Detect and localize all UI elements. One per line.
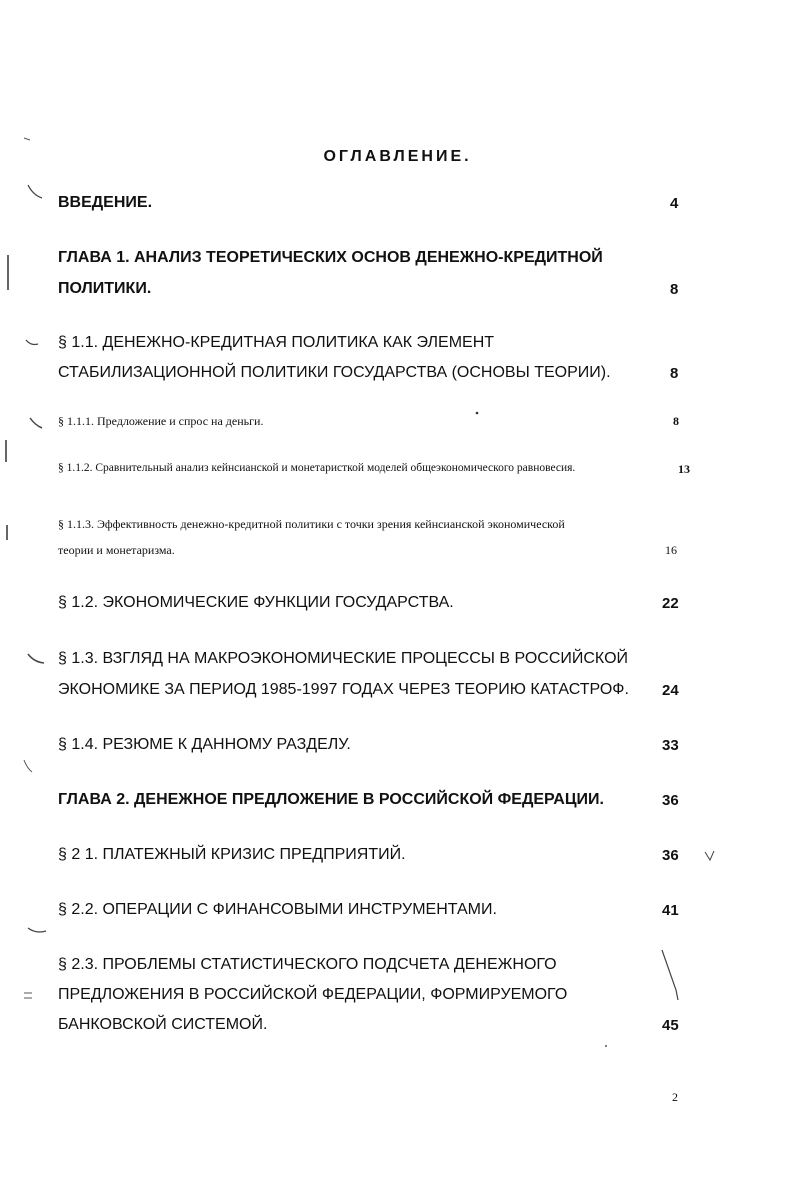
toc-page-chapter2: 36 (662, 792, 679, 809)
toc-page-2-3: 45 (662, 1017, 679, 1034)
scan-dot (605, 1045, 607, 1047)
toc-entry-1-1-line1: § 1.1. ДЕНЕЖНО-КРЕДИТНАЯ ПОЛИТИКА КАК ЭЛЕМЕНТ (58, 334, 495, 351)
margin-tick-mark (24, 760, 32, 772)
check-mark (705, 851, 714, 860)
toc-entry-1-1-1: § 1.1.1. Предложение и спрос на деньги. (58, 414, 264, 428)
scan-dot (476, 412, 479, 415)
toc-entry-1-1-3-line2: теории и монетаризма. (58, 543, 175, 557)
page-title: ОГЛАВЛЕНИЕ. (323, 148, 472, 165)
margin-tick-mark (28, 185, 42, 198)
margin-tick-mark (28, 654, 44, 663)
toc-entry-chapter1-line1: ГЛАВА 1. АНАЛИЗ ТЕОРЕТИЧЕСКИХ ОСНОВ ДЕНЕЖНО-КРЕДИТНОЙ (58, 249, 603, 266)
margin-tick-mark (28, 928, 46, 932)
margin-tick-mark (24, 138, 30, 140)
toc-entry-2-3-line3: БАНКОВСКОЙ СИСТЕМОЙ. (58, 1016, 268, 1033)
toc-entry-1-1-2: § 1.1.2. Сравнительный анализ кейнсианской и монетаристкой моделей общеэкономического равновесия. (58, 462, 576, 474)
toc-page-1-1-2: 13 (678, 462, 690, 476)
toc-entry-1-1-3-line1: § 1.1.3. Эффективность денежно-кредитной политики с точки зрения кейнсианской экономической (58, 517, 565, 531)
toc-entry-2-3-line2: ПРЕДЛОЖЕНИЯ В РОССИЙСКОЙ ФЕДЕРАЦИИ, ФОРМИРУЕМОГО (58, 986, 568, 1003)
toc-entry-1-2: § 1.2. ЭКОНОМИЧЕСКИЕ ФУНКЦИИ ГОСУДАРСТВА. (58, 594, 454, 611)
toc-entry-2-3-line1: § 2.3. ПРОБЛЕМЫ СТАТИСТИЧЕСКОГО ПОДСЧЕТА ДЕНЕЖНОГО (58, 956, 557, 973)
toc-entry-1-1-line2: СТАБИЛИЗАЦИОННОЙ ПОЛИТИКИ ГОСУДАРСТВА (ОСНОВЫ ТЕОРИИ). (58, 364, 611, 381)
toc-page-1-3: 24 (662, 682, 679, 699)
toc-entry-2-1: § 2 1. ПЛАТЕЖНЫЙ КРИЗИС ПРЕДПРИЯТИЙ. (58, 846, 406, 863)
margin-tick-mark (24, 993, 32, 998)
margin-line-mark (662, 950, 678, 1000)
toc-page-1-1-3: 16 (665, 543, 677, 557)
toc-page-1-2: 22 (662, 595, 679, 612)
toc-entry-1-3-line2: ЭКОНОМИКЕ ЗА ПЕРИОД 1985-1997 ГОДАХ ЧЕРЕЗ ТЕОРИЮ КАТАСТРОФ. (58, 681, 629, 698)
toc-page-intro: 4 (670, 195, 679, 212)
toc-page-1-4: 33 (662, 737, 679, 754)
toc-page-2-2: 41 (662, 902, 679, 919)
toc-entry-1-4: § 1.4. РЕЗЮМЕ К ДАННОМУ РАЗДЕЛУ. (58, 736, 351, 753)
margin-tick-mark (26, 340, 38, 345)
toc-entry-2-2: § 2.2. ОПЕРАЦИИ С ФИНАНСОВЫМИ ИНСТРУМЕНТАМИ. (58, 901, 497, 918)
toc-entry-chapter2: ГЛАВА 2. ДЕНЕЖНОЕ ПРЕДЛОЖЕНИЕ В РОССИЙСКОЙ ФЕДЕРАЦИИ. (58, 791, 604, 808)
toc-page-2-1: 36 (662, 847, 679, 864)
toc-page-1-1-1: 8 (673, 414, 679, 428)
toc-entry-1-3-line1: § 1.3. ВЗГЛЯД НА МАКРОЭКОНОМИЧЕСКИЕ ПРОЦЕССЫ В РОССИЙСКОЙ (58, 650, 629, 667)
toc-page-1-1: 8 (670, 365, 679, 382)
page-number: 2 (672, 1090, 678, 1104)
toc-page-chapter1: 8 (670, 281, 679, 298)
margin-tick-mark (30, 418, 42, 428)
toc-entry-chapter1-line2: ПОЛИТИКИ. (58, 280, 152, 297)
toc-entry-intro: ВВЕДЕНИЕ. (58, 194, 153, 211)
